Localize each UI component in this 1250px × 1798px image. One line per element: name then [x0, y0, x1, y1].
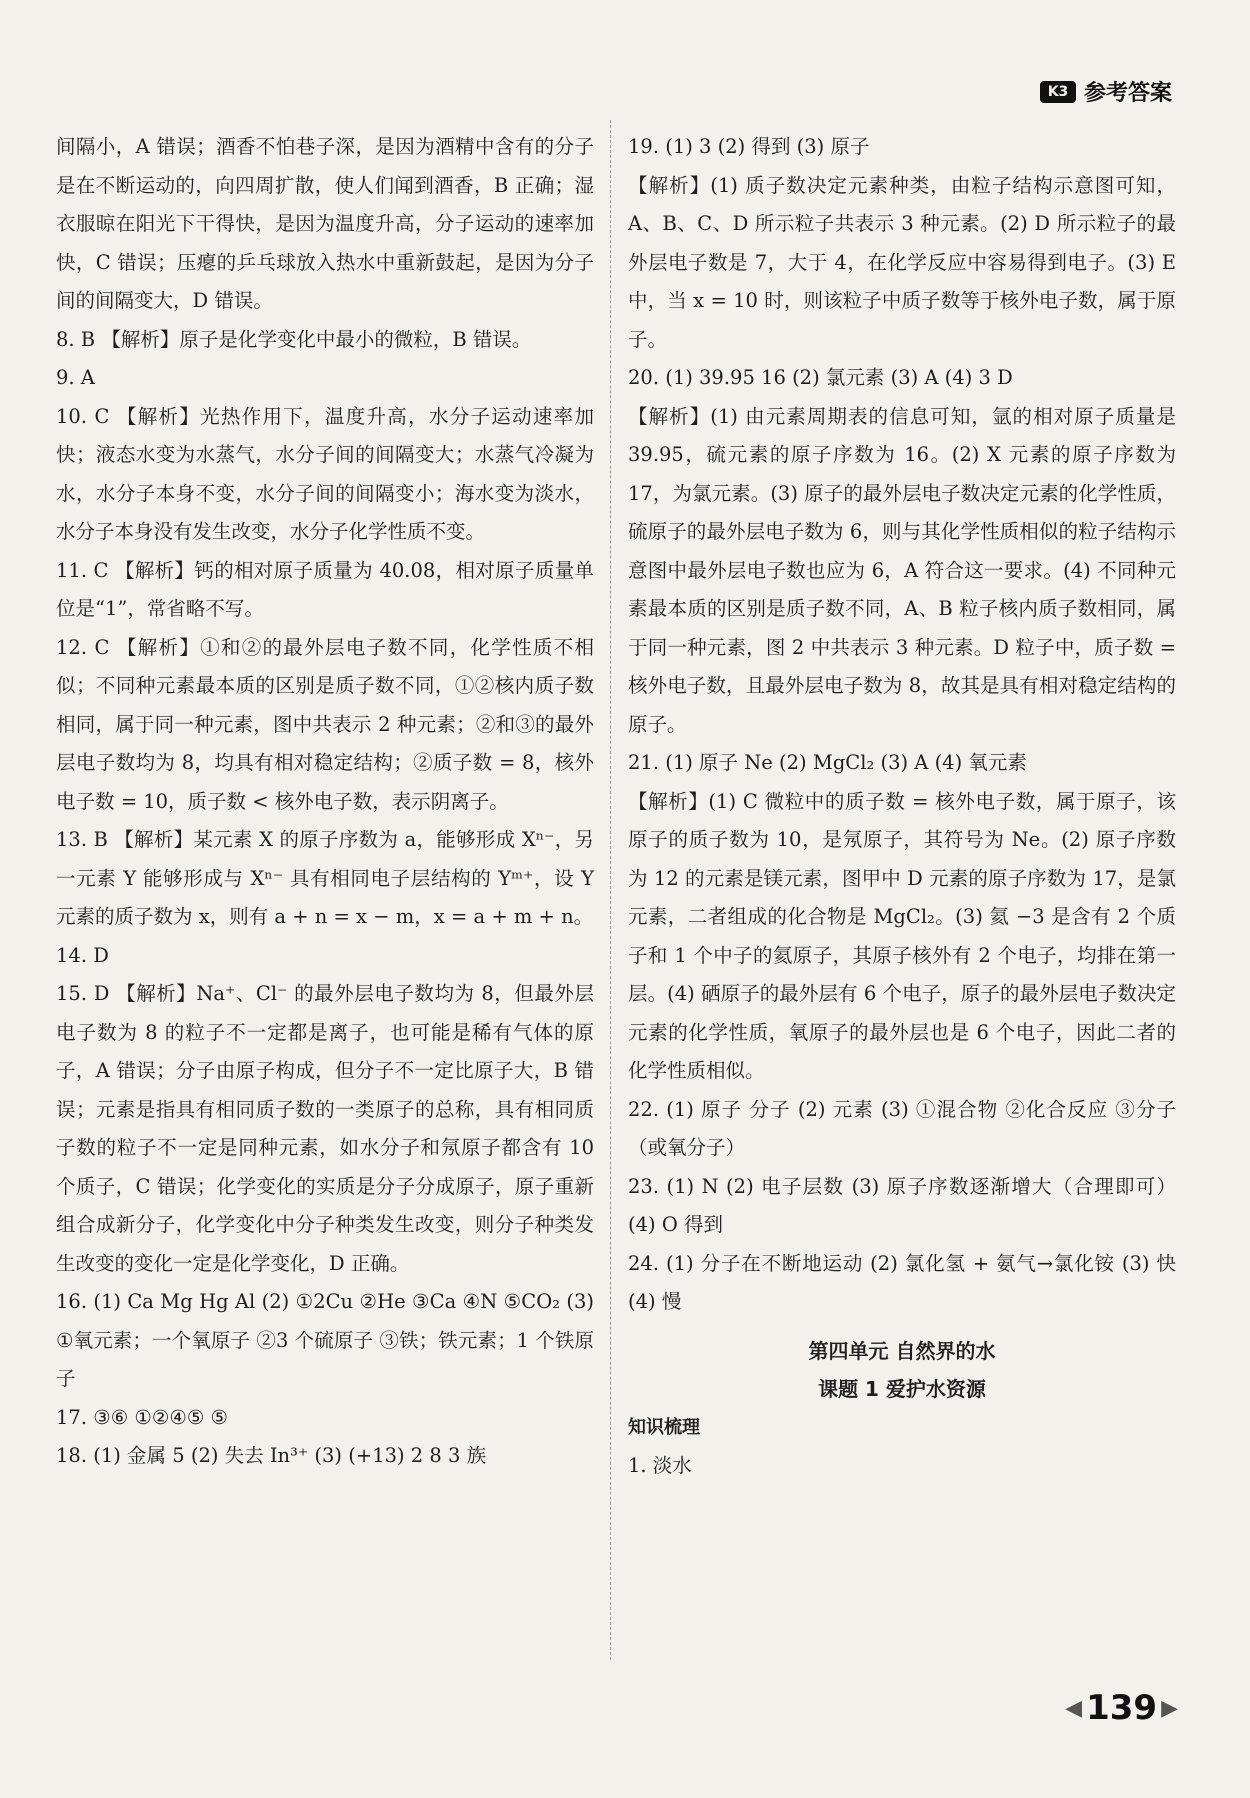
- knowledge-item-1: 1. 淡水: [628, 1454, 692, 1477]
- answer-20: 20. (1) 39.95 16 (2) 氯元素 (3) A (4) 3 D: [628, 366, 1013, 389]
- column-divider: [610, 120, 611, 1660]
- answer-18: 18. (1) 金属 5 (2) 失去 In³⁺ (3) (+13) 2 8 3 族: [56, 1444, 487, 1467]
- lesson-title: 课题 1 爱护水资源: [818, 1377, 986, 1401]
- answer-14: 14. D: [56, 943, 109, 967]
- answer-20-analysis: 【解析】(1) 由元素周期表的信息可知，氩的相对原子质量是 39.95，硫元素的原子序数为 16。(2) X 元素的原子序数为 17，为氯元素。(3) 原子的最外层电子数决定元素的化学性质，硫原子的最外层电子数为 6，则与其化学性质相似的粒子结构示意图中最外层电子数也应为 6，A 符合这一要求。(4) 不同种元素最本质的区别是质子数不同，A、B 粒子核内质子数相同，属于同一种元素，图 2 中共表示 3 种元素。D 粒子中，质子数 = 核外电子数，且最外层电子数为 8，故其是具有相对稳定结构的原子。: [628, 404, 1176, 736]
- answer-21-analysis: 【解析】(1) C 微粒中的质子数 = 核外电子数，属于原子，该原子的质子数为 10，是氖原子，其符号为 Ne。(2) 原子序数为 12 的元素是镁元素，图甲中 D 元素的原子序数为 17，是氯元素，二者组成的化合物是 MgCl₂。(3) 氦 −3 是含有 2 个质子和 1 个中子的氦原子，其原子核外有 2 个电子，均排在第一层。(4) 硒原子的最外层有 6 个电子，原子的最外层电子数决定元素的化学性质，氧原子的最外层也是 6 个电子，因此二者的化学性质相似。: [628, 789, 1176, 1082]
- answer-23: 23. (1) N (2) 电子层数 (3) 原子序数逐渐增大（合理即可） (4) O 得到: [628, 1174, 1176, 1236]
- unit-title: 第四单元 自然界的水: [808, 1338, 996, 1363]
- answer-24: 24. (1) 分子在不断地运动 (2) 氯化氢 + 氨气→氯化铵 (3) 快 (4) 慢: [628, 1251, 1176, 1313]
- answer-11: 11. C 【解析】钙的相对原子质量为 40.08，相对原子质量单位是“1”，常省略不写。: [56, 558, 594, 620]
- answer-12: 12. C 【解析】①和②的最外层电子数不同，化学性质不相似；不同种元素最本质的区别是质子数不同，①②核内质子数相同，属于同一种元素，图中共表示 2 种元素；②和③的最外层电子数均为 8，均具有相对稳定结构；②质子数 = 8，核外电子数 = 10，质子数 < 核外电子数，表示阴离子。: [56, 635, 594, 813]
- answer-15: 15. D 【解析】Na⁺、Cl⁻ 的最外层电子数均为 8，但最外层电子数为 8 的粒子不一定都是离子，也可能是稀有气体的原子，A 错误；分子由原子构成，但分子不一定比原子大，B 错误；元素是指具有相同质子数的一类原子的总称，具有相同质子数的粒子不一定是同种元素，如水分子和氖原子都含有 10 个质子，C 错误；化学变化的实质是分子分成原子，原子重新组合成新分子，化学变化中分子种类发生改变，则分子种类发生改变的变化一定是化学变化，D 正确。: [56, 982, 594, 1275]
- answer-16: 16. (1) Ca Mg Hg Al (2) ①2Cu ②He ③Ca ④N ⑤CO₂ (3) ①氧元素；一个氧原子 ②3 个硫原子 ③铁；铁元素；1 个铁原子: [56, 1290, 594, 1390]
- left-column: [56, 128, 594, 1476]
- header-title: 参考答案: [1083, 81, 1172, 106]
- page-number-text: 139: [1086, 1688, 1158, 1728]
- answer-7-tail: 间隔小，A 错误；酒香不怕巷子深，是因为酒精中含有的分子是在不断运动的，向四周扩散，使人们闻到酒香，B 正确；湿衣服晾在阳光下干得快，是因为温度升高，分子运动的速率加快，C 错误；压瘪的乒乓球放入热水中重新鼓起，是因为分子间的间隔变大，D 错误。: [56, 135, 594, 312]
- answer-19: 19. (1) 3 (2) 得到 (3) 原子: [628, 135, 870, 158]
- answer-13: 13. B 【解析】某元素 X 的原子序数为 a，能够形成 Xⁿ⁻，另一元素 Y 能够形成与 Xⁿ⁻ 具有相同电子层结构的 Yᵐ⁺，设 Y 元素的质子数为 x，则有 a + n = x − m，x = a + m + n。: [56, 828, 594, 928]
- right-arrow-icon: ▶: [1161, 1695, 1178, 1721]
- section-label: 知识梳理: [628, 1416, 700, 1438]
- answer-21: 21. (1) 原子 Ne (2) MgCl₂ (3) A (4) 氧元素: [628, 751, 1027, 774]
- answer-19-analysis: 【解析】(1) 质子数决定元素种类，由粒子结构示意图可知，A、B、C、D 所示粒子共表示 3 种元素。(2) D 所示粒子的最外层电子数是 7，大于 4，在化学反应中容易得到电子。(3) E 中，当 x = 10 时，则该粒子中质子数等于核外电子数，属于原子。: [628, 173, 1176, 351]
- answer-8: 8. B 【解析】原子是化学变化中最小的微粒，B 错误。: [56, 327, 532, 351]
- right-column: [628, 128, 1176, 1486]
- left-arrow-icon: ◀: [1065, 1695, 1083, 1721]
- page-number: [1065, 1688, 1178, 1728]
- answer-22: 22. (1) 原子 分子 (2) 元素 (3) ①混合物 ②化合反应 ③分子（或氧分子）: [628, 1097, 1176, 1159]
- answer-17: 17. ③⑥ ①②④⑤ ⑤: [56, 1405, 228, 1429]
- page-header: [1040, 76, 1172, 107]
- answer-10: 10. C 【解析】光热作用下，温度升高，水分子运动速率加快；液态水变为水蒸气，水分子间的间隔变大；水蒸气冷凝为水，水分子本身不变，水分子间的间隔变小；海水变为淡水，水分子本身没有发生改变，水分子化学性质不变。: [56, 404, 594, 543]
- answer-9: 9. A: [56, 366, 95, 389]
- logo-icon: K3: [1040, 81, 1076, 103]
